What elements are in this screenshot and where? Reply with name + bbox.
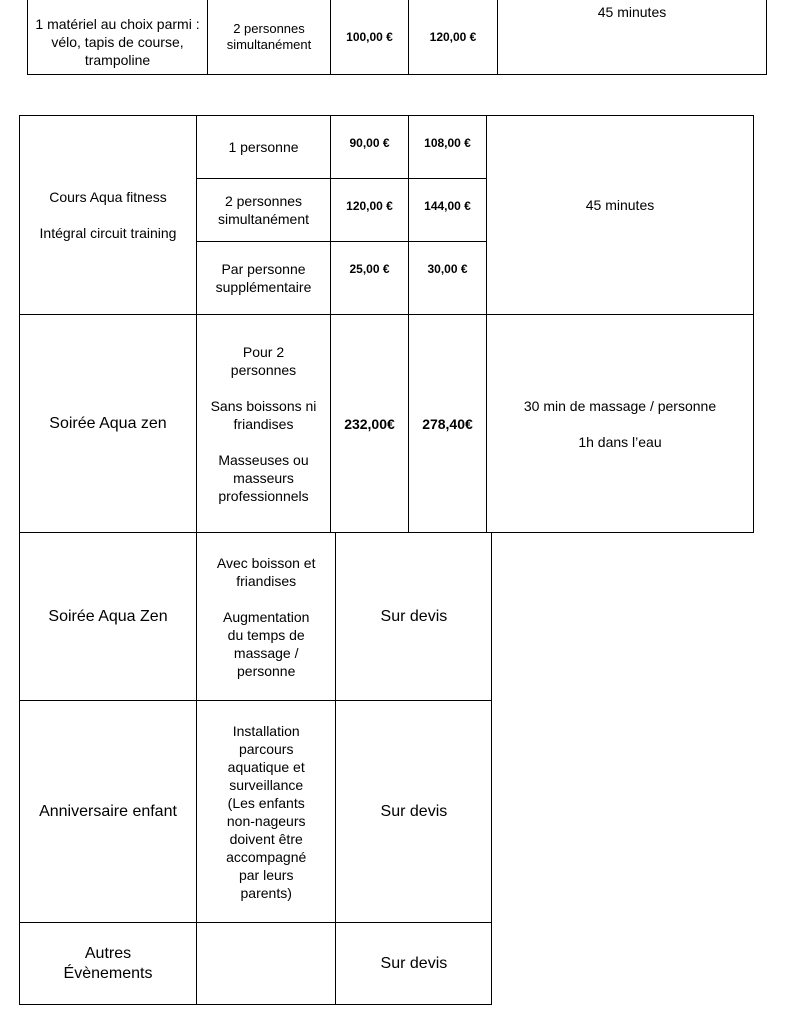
aqua-fitness-table [19, 115, 754, 533]
soiree-aqua-zen-duration [487, 315, 754, 533]
anniversaire-row [20, 701, 492, 923]
soiree-aqua-zen-details [197, 315, 331, 533]
anniversaire-price: Sur devis [336, 701, 492, 923]
autres-name-text: Autres Évènements [63, 944, 153, 982]
soiree-aqua-zen-name: Soirée Aqua zen [20, 315, 197, 533]
equipment-price-ht: 100,00 € [331, 0, 409, 75]
equipment-item [28, 0, 208, 75]
aqua-fitness-people-1: 1 personne [197, 116, 331, 179]
aqua-fitness-price-ht-2: 120,00 € [331, 179, 409, 242]
soiree-aqua-zen-plus-price: Sur devis [336, 533, 492, 701]
autres-row [20, 923, 492, 1005]
aqua-fitness-name-line1: Cours Aqua fitness [49, 189, 167, 205]
equipment-row [28, 0, 767, 75]
equipment-duration [498, 0, 767, 75]
soiree-aqua-zen-price-ht: 232,00€ [331, 315, 409, 533]
aqua-fitness-price-ttc-2: 144,00 € [409, 179, 487, 242]
equipment-price-ttc: 120,00 € [409, 0, 498, 75]
aqua-fitness-price-ttc-1: 108,00 € [409, 116, 487, 179]
soiree-aqua-zen-plus-row [20, 533, 492, 701]
equipment-table [27, 0, 767, 75]
aqua-fitness-row-1 [20, 116, 754, 179]
equipment-people [208, 0, 331, 75]
soiree-aqua-zen-detail-2: Sans boissons ni friandises [210, 397, 317, 432]
autres-name [20, 923, 197, 1005]
aqua-fitness-price-ht-3: 25,00 € [331, 242, 409, 315]
anniversaire-name: Anniversaire enfant [20, 701, 197, 923]
soiree-aqua-zen-plus-details [197, 533, 336, 701]
aqua-fitness-people-3 [197, 242, 331, 315]
aqua-fitness-price-ttc-3: 30,00 € [409, 242, 487, 315]
aqua-fitness-people-2 [197, 179, 331, 242]
soiree-aqua-zen-plus-detail-2: Augmentation du temps de massage / personne [223, 608, 310, 679]
soiree-aqua-zen-plus-detail-1: Avec boisson et friandises [216, 554, 316, 589]
anniversaire-details-text: Installation parcours aquatique et surveillance (Les enfants non-nageurs doivent être accompagné par leurs parents) [226, 722, 307, 901]
anniversaire-details [197, 701, 336, 923]
soiree-aqua-zen-plus-name: Soirée Aqua Zen [20, 533, 197, 701]
soiree-aqua-zen-duration-line2: 1h dans l’eau [578, 433, 662, 450]
equipment-duration-text: 45 minutes [597, 4, 667, 20]
sur-devis-table [19, 532, 492, 1005]
aqua-fitness-duration: 45 minutes [487, 116, 754, 315]
aqua-fitness-people-2-text: 2 personnes simultanément [217, 193, 310, 227]
aqua-fitness-people-3-text: Par personne supplémentaire [215, 261, 312, 295]
autres-details [197, 923, 336, 1005]
soiree-aqua-zen-duration-line1: 30 min de massage / personne [523, 397, 717, 414]
aqua-fitness-name-line2: Intégral circuit training [39, 225, 177, 241]
soiree-aqua-zen-row [20, 315, 754, 533]
soiree-aqua-zen-price-ttc: 278,40€ [409, 315, 487, 533]
aqua-fitness-name [20, 116, 197, 315]
aqua-fitness-price-ht-1: 90,00 € [331, 116, 409, 179]
soiree-aqua-zen-detail-1: Pour 2 personnes [230, 343, 297, 378]
soiree-aqua-zen-detail-3: Masseuses ou masseurs professionnels [218, 451, 309, 504]
autres-price: Sur devis [336, 923, 492, 1005]
equipment-people-text: 2 personnes simultanément [226, 20, 312, 52]
equipment-item-text: 1 matériel au choix parmi : vélo, tapis de course, trampoline [35, 15, 200, 68]
